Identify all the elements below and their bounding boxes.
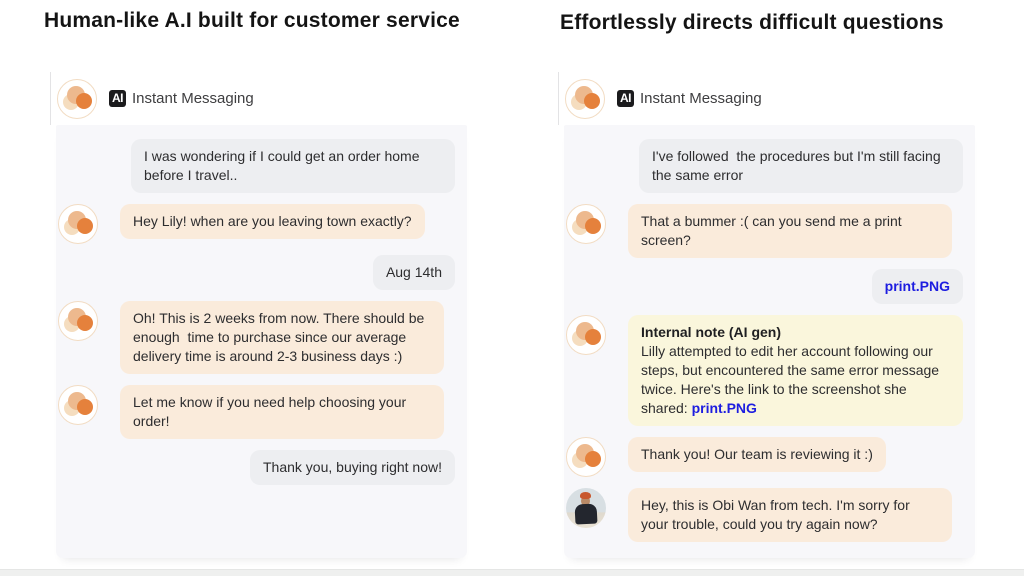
chat-bubble [131, 139, 455, 193]
chat-message-row [58, 301, 455, 374]
avatar-blob-icon [77, 218, 93, 234]
ai-avatar-icon [57, 79, 97, 119]
chat-widget-right [558, 72, 976, 558]
ai-avatar-icon [58, 204, 98, 244]
avatar-blob-icon [584, 93, 600, 109]
chat-bubble [120, 385, 444, 439]
avatar-blob-icon [76, 93, 92, 109]
right-section-heading: Effortlessly directs difficult questions [560, 11, 944, 34]
ai-avatar-icon [58, 301, 98, 341]
chat-title [617, 90, 762, 107]
message-text: I've followed the procedures but I'm still facing the same error [652, 148, 945, 183]
chat-message-row [58, 385, 455, 439]
chat-bubble [120, 204, 425, 239]
attachment-link[interactable]: print.PNG [691, 400, 757, 416]
ai-badge: AI [109, 90, 126, 107]
chat-message-row [566, 488, 963, 542]
chat-message-row [566, 269, 963, 304]
message-text: Hey, this is Obi Wan from tech. I'm sorry for your trouble, could you try again now? [641, 497, 914, 532]
ai-avatar-icon [566, 437, 606, 477]
chat-bubble [628, 437, 886, 472]
chat-bubble [639, 139, 963, 193]
message-text: I was wondering if I could get an order home before I travel.. [144, 148, 424, 183]
chat-bubble [628, 315, 963, 426]
chat-bubble [373, 255, 455, 290]
bottom-divider-bar [0, 569, 1024, 576]
avatar-blob-icon [585, 218, 601, 234]
message-text: Aug 14th [385, 264, 442, 280]
avatar-blob-icon [585, 329, 601, 345]
chat-bubble [628, 204, 952, 258]
ai-badge: AI [617, 90, 634, 107]
message-text: Lilly attempted to edit her account following our steps, but encountered the same error message twice. Here's the link to the screenshot she shared: [641, 343, 943, 416]
ai-avatar-icon [566, 204, 606, 244]
message-text: Thank you, buying right now! [263, 459, 442, 475]
chat-message-row [566, 139, 963, 193]
chat-bubble [250, 450, 455, 485]
chat-message-row [58, 204, 455, 244]
chat-header [558, 72, 976, 125]
message-text: Thank you! Our team is reviewing it :) [641, 446, 873, 462]
ai-avatar-icon [58, 385, 98, 425]
ai-avatar-icon [566, 315, 606, 355]
chat-header [50, 72, 468, 125]
chat-title [109, 90, 254, 107]
agent-avatar-photo [566, 488, 606, 528]
chat-message-row [58, 450, 455, 485]
ai-avatar-icon [565, 79, 605, 119]
chat-message-row [58, 255, 455, 290]
chat-message-row [58, 139, 455, 193]
avatar-blob-icon [585, 451, 601, 467]
message-text: Hey Lily! when are you leaving town exactly? [133, 213, 412, 229]
chat-bubble [120, 301, 444, 374]
chat-message-row [566, 315, 963, 426]
chat-message-row [566, 437, 963, 477]
chat-widget-left [50, 72, 468, 558]
avatar-blob-icon [77, 315, 93, 331]
left-section-heading: Human-like A.I built for customer service [44, 9, 460, 32]
message-text: Oh! This is 2 weeks from now. There should be enough time to purchase since our average delivery time is around 2-3 business days :) [133, 310, 429, 364]
agent-avatar-hat-shape [580, 492, 591, 499]
chat-bubble [628, 488, 952, 542]
chat-title-text: Instant Messaging [132, 90, 254, 107]
chat-message-row [566, 204, 963, 258]
attachment-link[interactable]: print.PNG [884, 278, 950, 294]
avatar-blob-icon [77, 399, 93, 415]
conversation-area [564, 125, 975, 558]
message-text: Let me know if you need help choosing your order! [133, 394, 411, 429]
agent-avatar-body-shape [574, 503, 597, 524]
note-title: Internal note (AI gen) [641, 324, 781, 340]
chat-bubble [872, 269, 963, 304]
conversation-area [56, 125, 467, 558]
chat-title-text: Instant Messaging [640, 90, 762, 107]
message-text: That a bummer :( can you send me a print screen? [641, 213, 906, 248]
